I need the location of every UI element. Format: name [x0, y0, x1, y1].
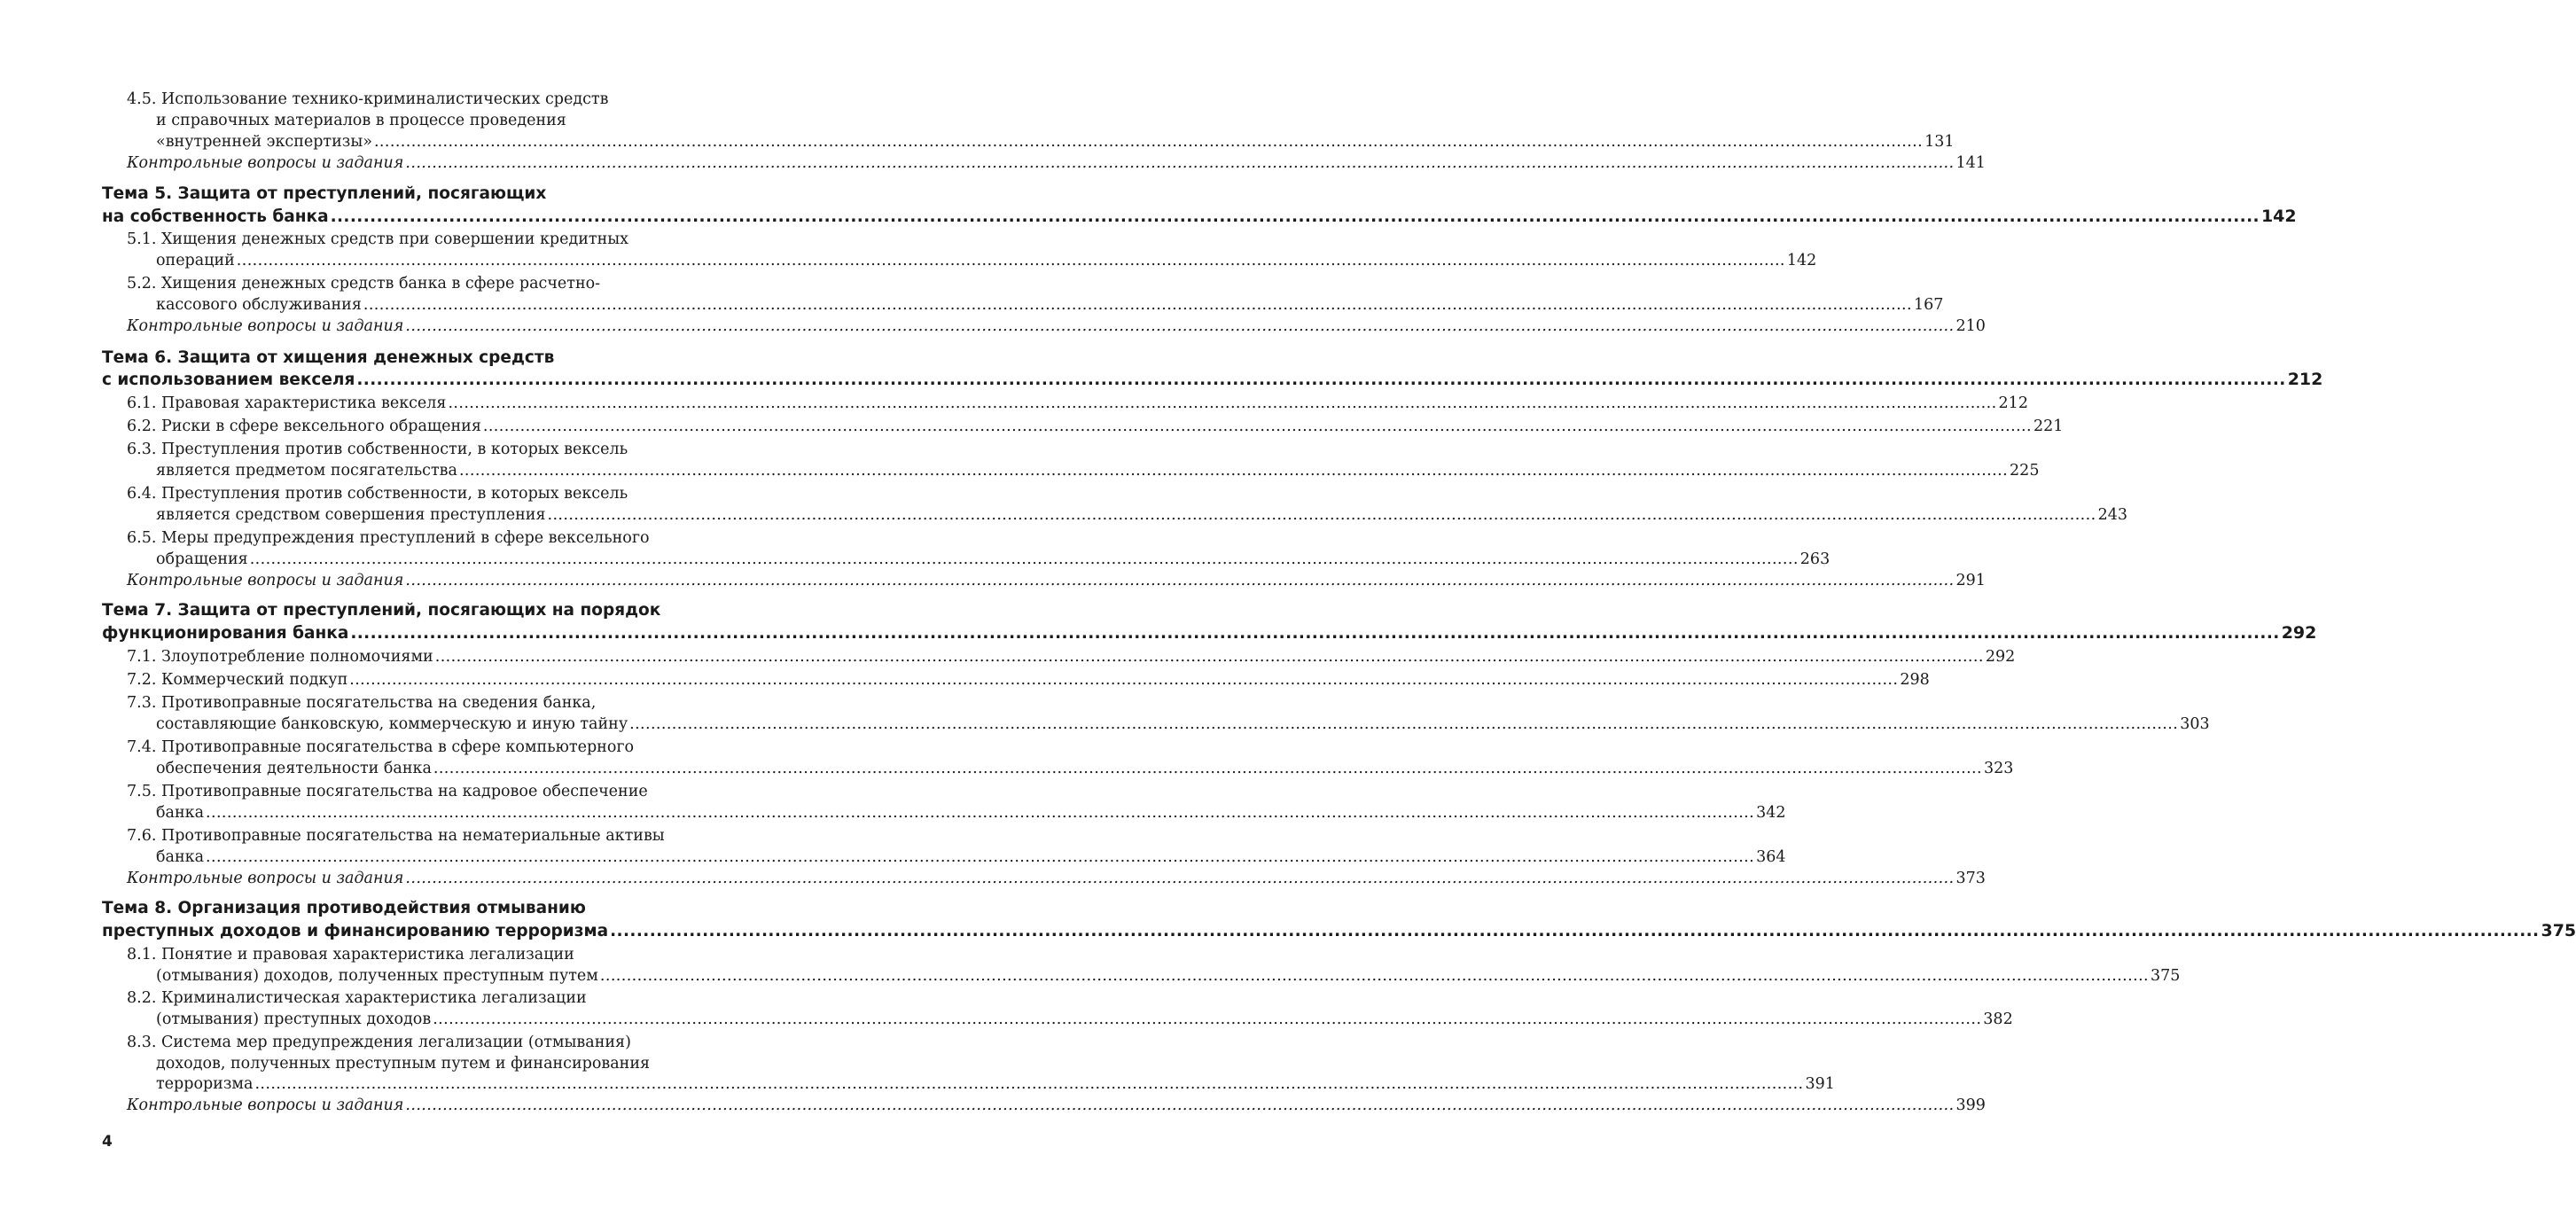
page-ref: 142 — [1786, 252, 1817, 269]
toc-line — [156, 250, 1817, 271]
page-ref: 212 — [1998, 394, 2028, 412]
toc-line — [127, 416, 2064, 437]
toc-line — [156, 131, 1955, 152]
toc-line — [127, 229, 698, 250]
toc-entry-text: обеспечения деятельности банка — [156, 760, 432, 777]
page-number: 4 — [102, 1133, 113, 1151]
toc-line — [127, 152, 1986, 174]
toc-entry-text: функционирования банка — [102, 624, 349, 643]
toc-line — [127, 570, 1986, 591]
toc-entry-text: 8.3. Система мер предупреждения легализации (отмывания) — [127, 1034, 631, 1051]
page-ref: 303 — [2180, 715, 2210, 733]
toc-line — [156, 802, 1786, 823]
leader-dots — [547, 504, 2096, 526]
toc-line — [127, 393, 2028, 414]
page-ref: 373 — [1955, 870, 1986, 887]
page-ref: 221 — [2033, 417, 2064, 435]
toc-entry-text: Контрольные вопросы и задания — [127, 572, 404, 589]
toc-entry-text: является предметом посягательства — [156, 462, 457, 480]
leader-dots — [254, 1073, 1803, 1095]
toc-entry-text: терроризма — [156, 1075, 254, 1093]
leader-dots — [610, 921, 2539, 942]
toc-entry-text: Контрольные вопросы и задания — [127, 1096, 404, 1114]
leader-dots — [405, 1095, 1954, 1116]
toc-entry-text: кассового обслуживания — [156, 296, 362, 314]
leader-dots — [448, 393, 1996, 414]
toc-line — [127, 944, 698, 965]
toc-entry-text: преступных доходов и финансированию терроризма — [102, 922, 609, 940]
toc-entry-text: Тема 5. Защита от преступлений, посягающих — [102, 184, 547, 203]
toc-entry-text: Тема 7. Защита от преступлений, посягающих на порядок — [102, 601, 661, 620]
page-ref: 399 — [1955, 1096, 1986, 1114]
leader-dots — [600, 965, 2149, 987]
toc-entry-text: (отмывания) преступных доходов — [156, 1010, 432, 1028]
leader-dots — [629, 714, 2178, 735]
page-ref: 375 — [2151, 967, 2181, 985]
leader-dots — [349, 669, 1898, 691]
topic-heading — [102, 622, 2317, 644]
toc-entry-text: 5.2. Хищения денежных средств банка в сфере расчетно- — [127, 275, 601, 293]
toc-line — [156, 758, 2014, 779]
leader-dots — [331, 207, 2260, 228]
leader-dots — [405, 868, 1954, 889]
leader-dots — [433, 1009, 1981, 1030]
toc-entry-text: (отмывания) доходов, полученных преступным путем — [156, 967, 598, 985]
page-ref: 225 — [2010, 462, 2040, 480]
toc-line — [156, 294, 1944, 316]
toc-line — [127, 737, 698, 758]
toc-line — [127, 483, 698, 504]
toc-line — [127, 825, 698, 847]
toc-line — [156, 965, 2181, 987]
toc-entry-text: 5.1. Хищения денежных средств при совершении кредитных — [127, 230, 629, 248]
toc-entry-text: 4.5. Использование технико-криминалистических средств — [127, 90, 609, 108]
toc-line — [156, 549, 1831, 570]
toc-entry-text: Тема 8. Организация противодействия отмыванию — [102, 899, 586, 917]
toc-line — [127, 1032, 698, 1053]
page-ref: 141 — [1955, 154, 1986, 172]
topic-heading — [102, 920, 2576, 941]
leader-dots — [374, 131, 1923, 152]
toc-entry-text: 7.3. Противоправные посягательства на сведения банка, — [127, 694, 597, 712]
toc-line — [127, 1095, 1986, 1116]
leader-dots — [206, 847, 1754, 868]
leader-dots — [435, 646, 1984, 667]
page-ref: 210 — [1955, 317, 1986, 335]
page-ref: 292 — [2281, 623, 2317, 643]
toc-entry-text: банка — [156, 848, 205, 866]
toc-line — [156, 504, 2127, 526]
toc-entry-text: операций — [156, 252, 235, 269]
leader-dots — [405, 316, 1954, 337]
toc-entry-text: 6.3. Преступления против собственности, в которых вексель — [127, 441, 628, 458]
toc-entry-text: Тема 6. Защита от хищения денежных средств — [102, 348, 555, 367]
toc-line — [127, 868, 1986, 889]
toc-entry-text: Контрольные вопросы и задания — [127, 870, 404, 887]
leader-dots — [363, 294, 1912, 316]
toc-entry-text: 7.1. Злоупотребление полномочиями — [127, 648, 433, 666]
topic-heading — [102, 183, 698, 205]
toc-entry-text: 6.4. Преступления против собственности, в которых вексель — [127, 485, 628, 503]
page-ref: 142 — [2260, 207, 2297, 226]
toc-line — [127, 89, 698, 110]
leader-dots — [350, 623, 2279, 644]
leader-dots — [405, 152, 1954, 174]
toc-entry-text: Контрольные вопросы и задания — [127, 154, 404, 172]
toc-line — [127, 439, 698, 460]
toc-line — [156, 1073, 1835, 1095]
toc-entry-text: доходов, полученных преступным путем и финансирования — [156, 1055, 651, 1073]
toc-entry-text: с использованием векселя — [102, 371, 355, 389]
page-ref: 292 — [1985, 648, 2016, 666]
leader-dots — [237, 250, 1785, 271]
toc-entry-text: Контрольные вопросы и задания — [127, 317, 404, 335]
toc-line — [156, 460, 2040, 481]
leader-dots — [356, 370, 2285, 391]
toc-line — [127, 781, 698, 802]
topic-heading — [102, 600, 698, 621]
toc-line — [127, 692, 698, 714]
page-ref: 263 — [1799, 550, 1831, 568]
toc-entry-text: 8.2. Криминалистическая характеристика легализации — [127, 989, 587, 1007]
page-ref: 212 — [2287, 370, 2323, 389]
toc-entry-text: 7.6. Противоправные посягательства на нематериальные активы — [127, 827, 665, 845]
topic-heading — [102, 206, 2297, 227]
toc-entry-text: 7.2. Коммерческий подкуп — [127, 671, 348, 689]
page-ref: 364 — [1756, 848, 1786, 866]
toc-line — [127, 669, 1930, 691]
toc-line — [127, 987, 698, 1009]
topic-heading — [102, 898, 698, 919]
toc-entry-text: на собственность банка — [102, 207, 329, 226]
toc-line — [127, 646, 2016, 667]
page-ref: 291 — [1955, 572, 1986, 589]
page-ref: 391 — [1805, 1075, 1835, 1093]
toc-line — [127, 273, 698, 294]
page-ref: 342 — [1756, 804, 1786, 822]
toc-line — [127, 527, 698, 549]
toc-entry-text: и справочных материалов в процессе проведения — [156, 112, 566, 129]
toc-entry-text: составляющие банковскую, коммерческую и иную тайну — [156, 715, 628, 733]
toc-line — [156, 1009, 2013, 1030]
toc-entry-text: 8.1. Понятие и правовая характеристика легализации — [127, 946, 574, 964]
topic-heading — [102, 369, 2323, 390]
toc-line — [156, 847, 1786, 868]
toc-entry-text: 7.5. Противоправные посягательства на кадровое обеспечение — [127, 783, 648, 800]
toc-line — [156, 110, 698, 131]
toc-line — [156, 714, 2210, 735]
page-ref: 131 — [1924, 133, 1955, 151]
toc-line — [127, 316, 1986, 337]
toc-entry-text: «внутренней экспертизы» — [156, 133, 372, 151]
page-ref: 375 — [2541, 921, 2576, 940]
page-ref: 243 — [2097, 506, 2127, 524]
leader-dots — [250, 549, 1799, 570]
leader-dots — [483, 416, 2032, 437]
page-ref: 382 — [1983, 1010, 2013, 1028]
leader-dots — [433, 758, 1982, 779]
toc-entry-text: 6.2. Риски в сфере вексельного обращения — [127, 417, 481, 435]
leader-dots — [206, 802, 1754, 823]
toc-entry-text: 7.4. Противоправные посягательства в сфере компьютерного — [127, 738, 635, 756]
toc-line — [156, 1053, 698, 1074]
page-ref: 167 — [1913, 296, 1944, 314]
page-ref: 298 — [1900, 671, 1930, 689]
toc-entry-text: обращения — [156, 550, 248, 568]
page-ref: 323 — [1983, 760, 2014, 777]
toc-entry-text: банка — [156, 804, 205, 822]
leader-dots — [405, 570, 1954, 591]
leader-dots — [459, 460, 2008, 481]
toc-entry-text: является средством совершения преступления — [156, 506, 546, 524]
toc-entry-text: 6.1. Правовая характеристика векселя — [127, 394, 447, 412]
toc-entry-text: 6.5. Меры предупреждения преступлений в сфере вексельного — [127, 529, 650, 547]
topic-heading — [102, 347, 698, 369]
